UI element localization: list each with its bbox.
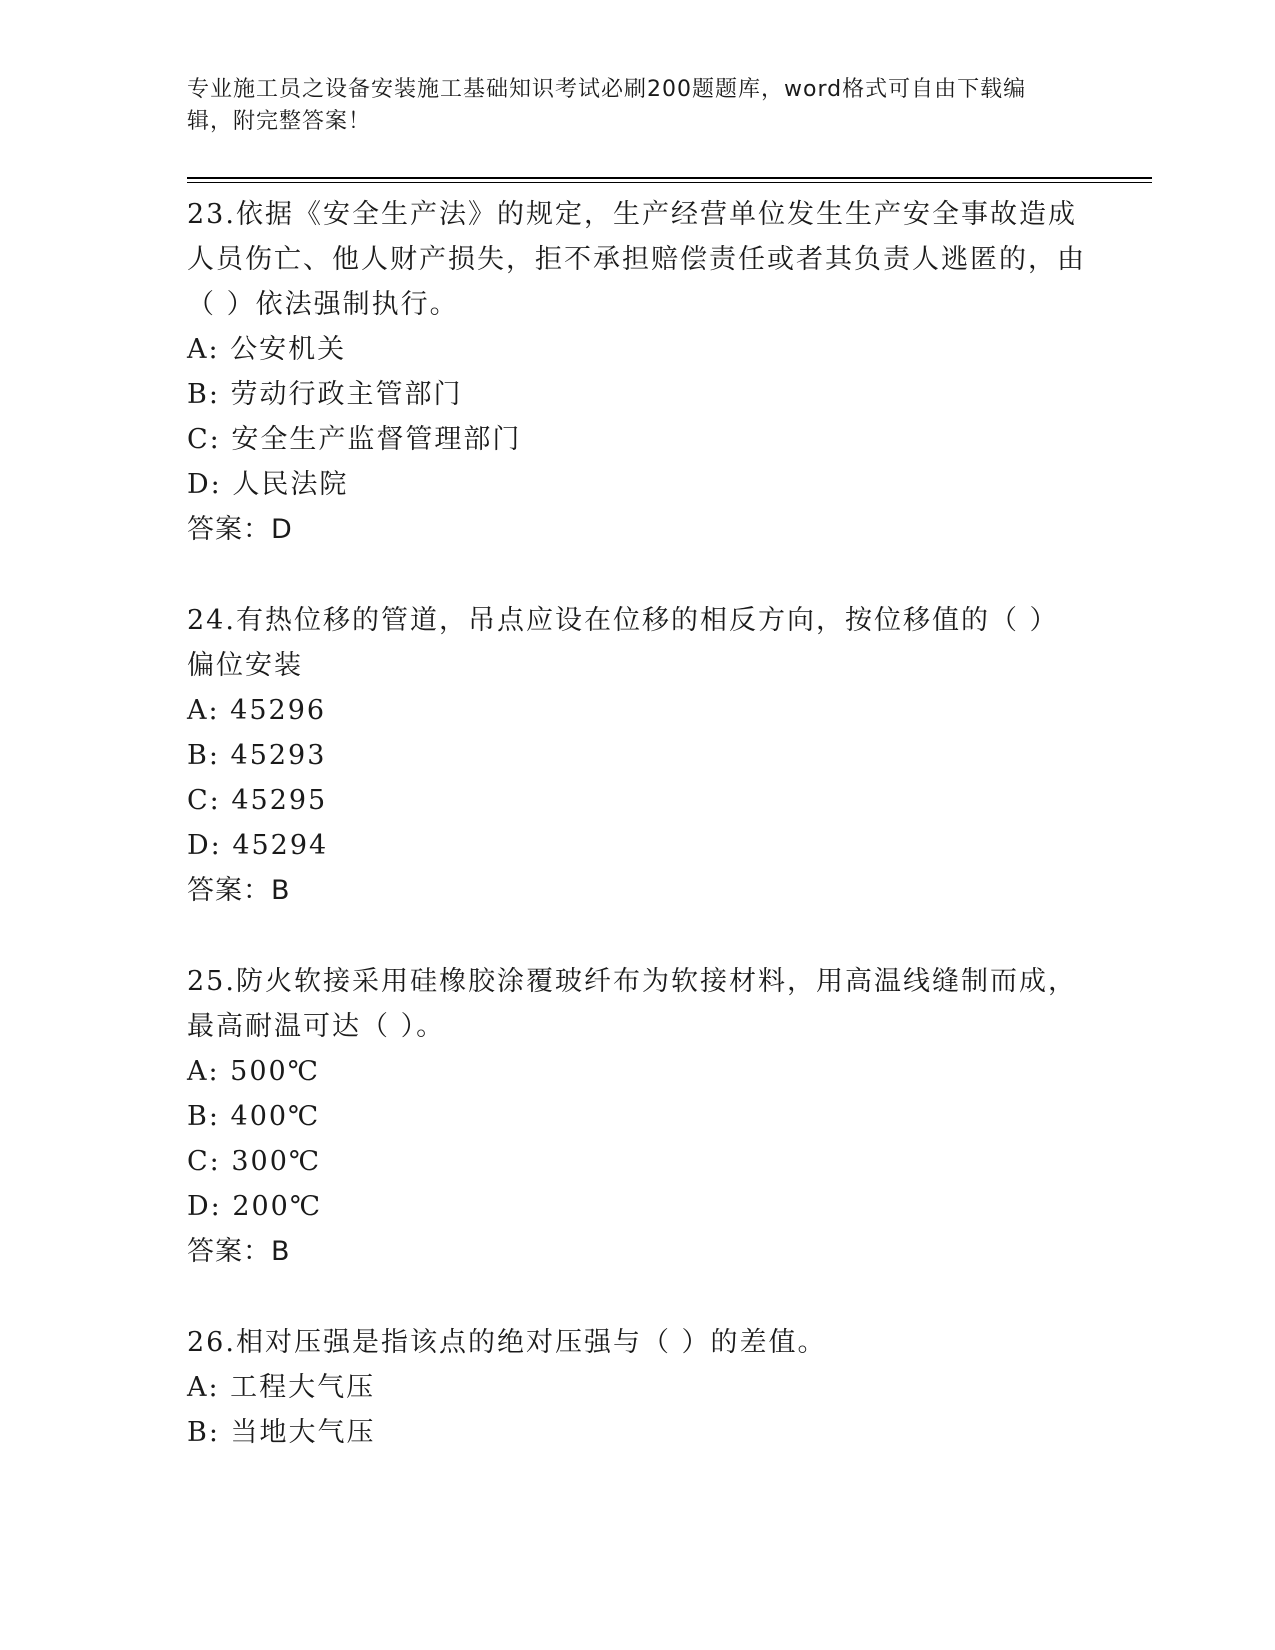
question-stem: 26.相对压强是指该点的绝对压强与（ ）的差值。 <box>187 1327 827 1358</box>
option-b: B: 400℃ <box>187 1101 321 1132</box>
option-c: C: 300℃ <box>187 1146 322 1177</box>
document-header: 专业施工员之设备安装施工基础知识考试必刷200题题库，word格式可自由下载编辑，附完整答案！ <box>187 77 1027 134</box>
answer-line: 答案：B <box>187 1236 291 1267</box>
header-rule-thick <box>187 177 1152 179</box>
option-c: C: 安全生产监督管理部门 <box>187 424 522 455</box>
question-stem: 24.有热位移的管道，吊点应设在位移的相反方向，按位移值的（ ）偏位安装 <box>187 605 1059 681</box>
answer-line: 答案：D <box>187 514 293 545</box>
option-a: A: 45296 <box>187 695 327 726</box>
option-a: A: 工程大气压 <box>187 1372 376 1403</box>
option-d: D: 200℃ <box>187 1191 323 1222</box>
header-rule-thin <box>187 182 1152 183</box>
answer-line: 答案：B <box>187 875 291 906</box>
option-d: D: 45294 <box>187 830 329 861</box>
option-c: C: 45295 <box>187 785 328 816</box>
option-b: B: 劳动行政主管部门 <box>187 379 463 410</box>
option-b: B: 45293 <box>187 740 327 771</box>
question-item <box>187 959 1087 1274</box>
option-a: A: 公安机关 <box>187 334 347 365</box>
question-list <box>187 192 1087 1501</box>
option-b: B: 当地大气压 <box>187 1417 376 1448</box>
question-item <box>187 598 1087 913</box>
option-d: D: 人民法院 <box>187 469 349 500</box>
question-stem: 23.依据《安全生产法》的规定，生产经营单位发生生产安全事故造成人员伤亡、他人财产损失，拒不承担赔偿责任或者其负责人逃匿的，由（ ）依法强制执行。 <box>187 199 1086 320</box>
option-a: A: 500℃ <box>187 1056 320 1087</box>
question-stem: 25.防火软接采用硅橡胶涂覆玻纤布为软接材料，用高温线缝制而成，最高耐温可达（ ）。 <box>187 966 1077 1042</box>
question-item <box>187 1320 1087 1455</box>
question-item <box>187 192 1087 552</box>
